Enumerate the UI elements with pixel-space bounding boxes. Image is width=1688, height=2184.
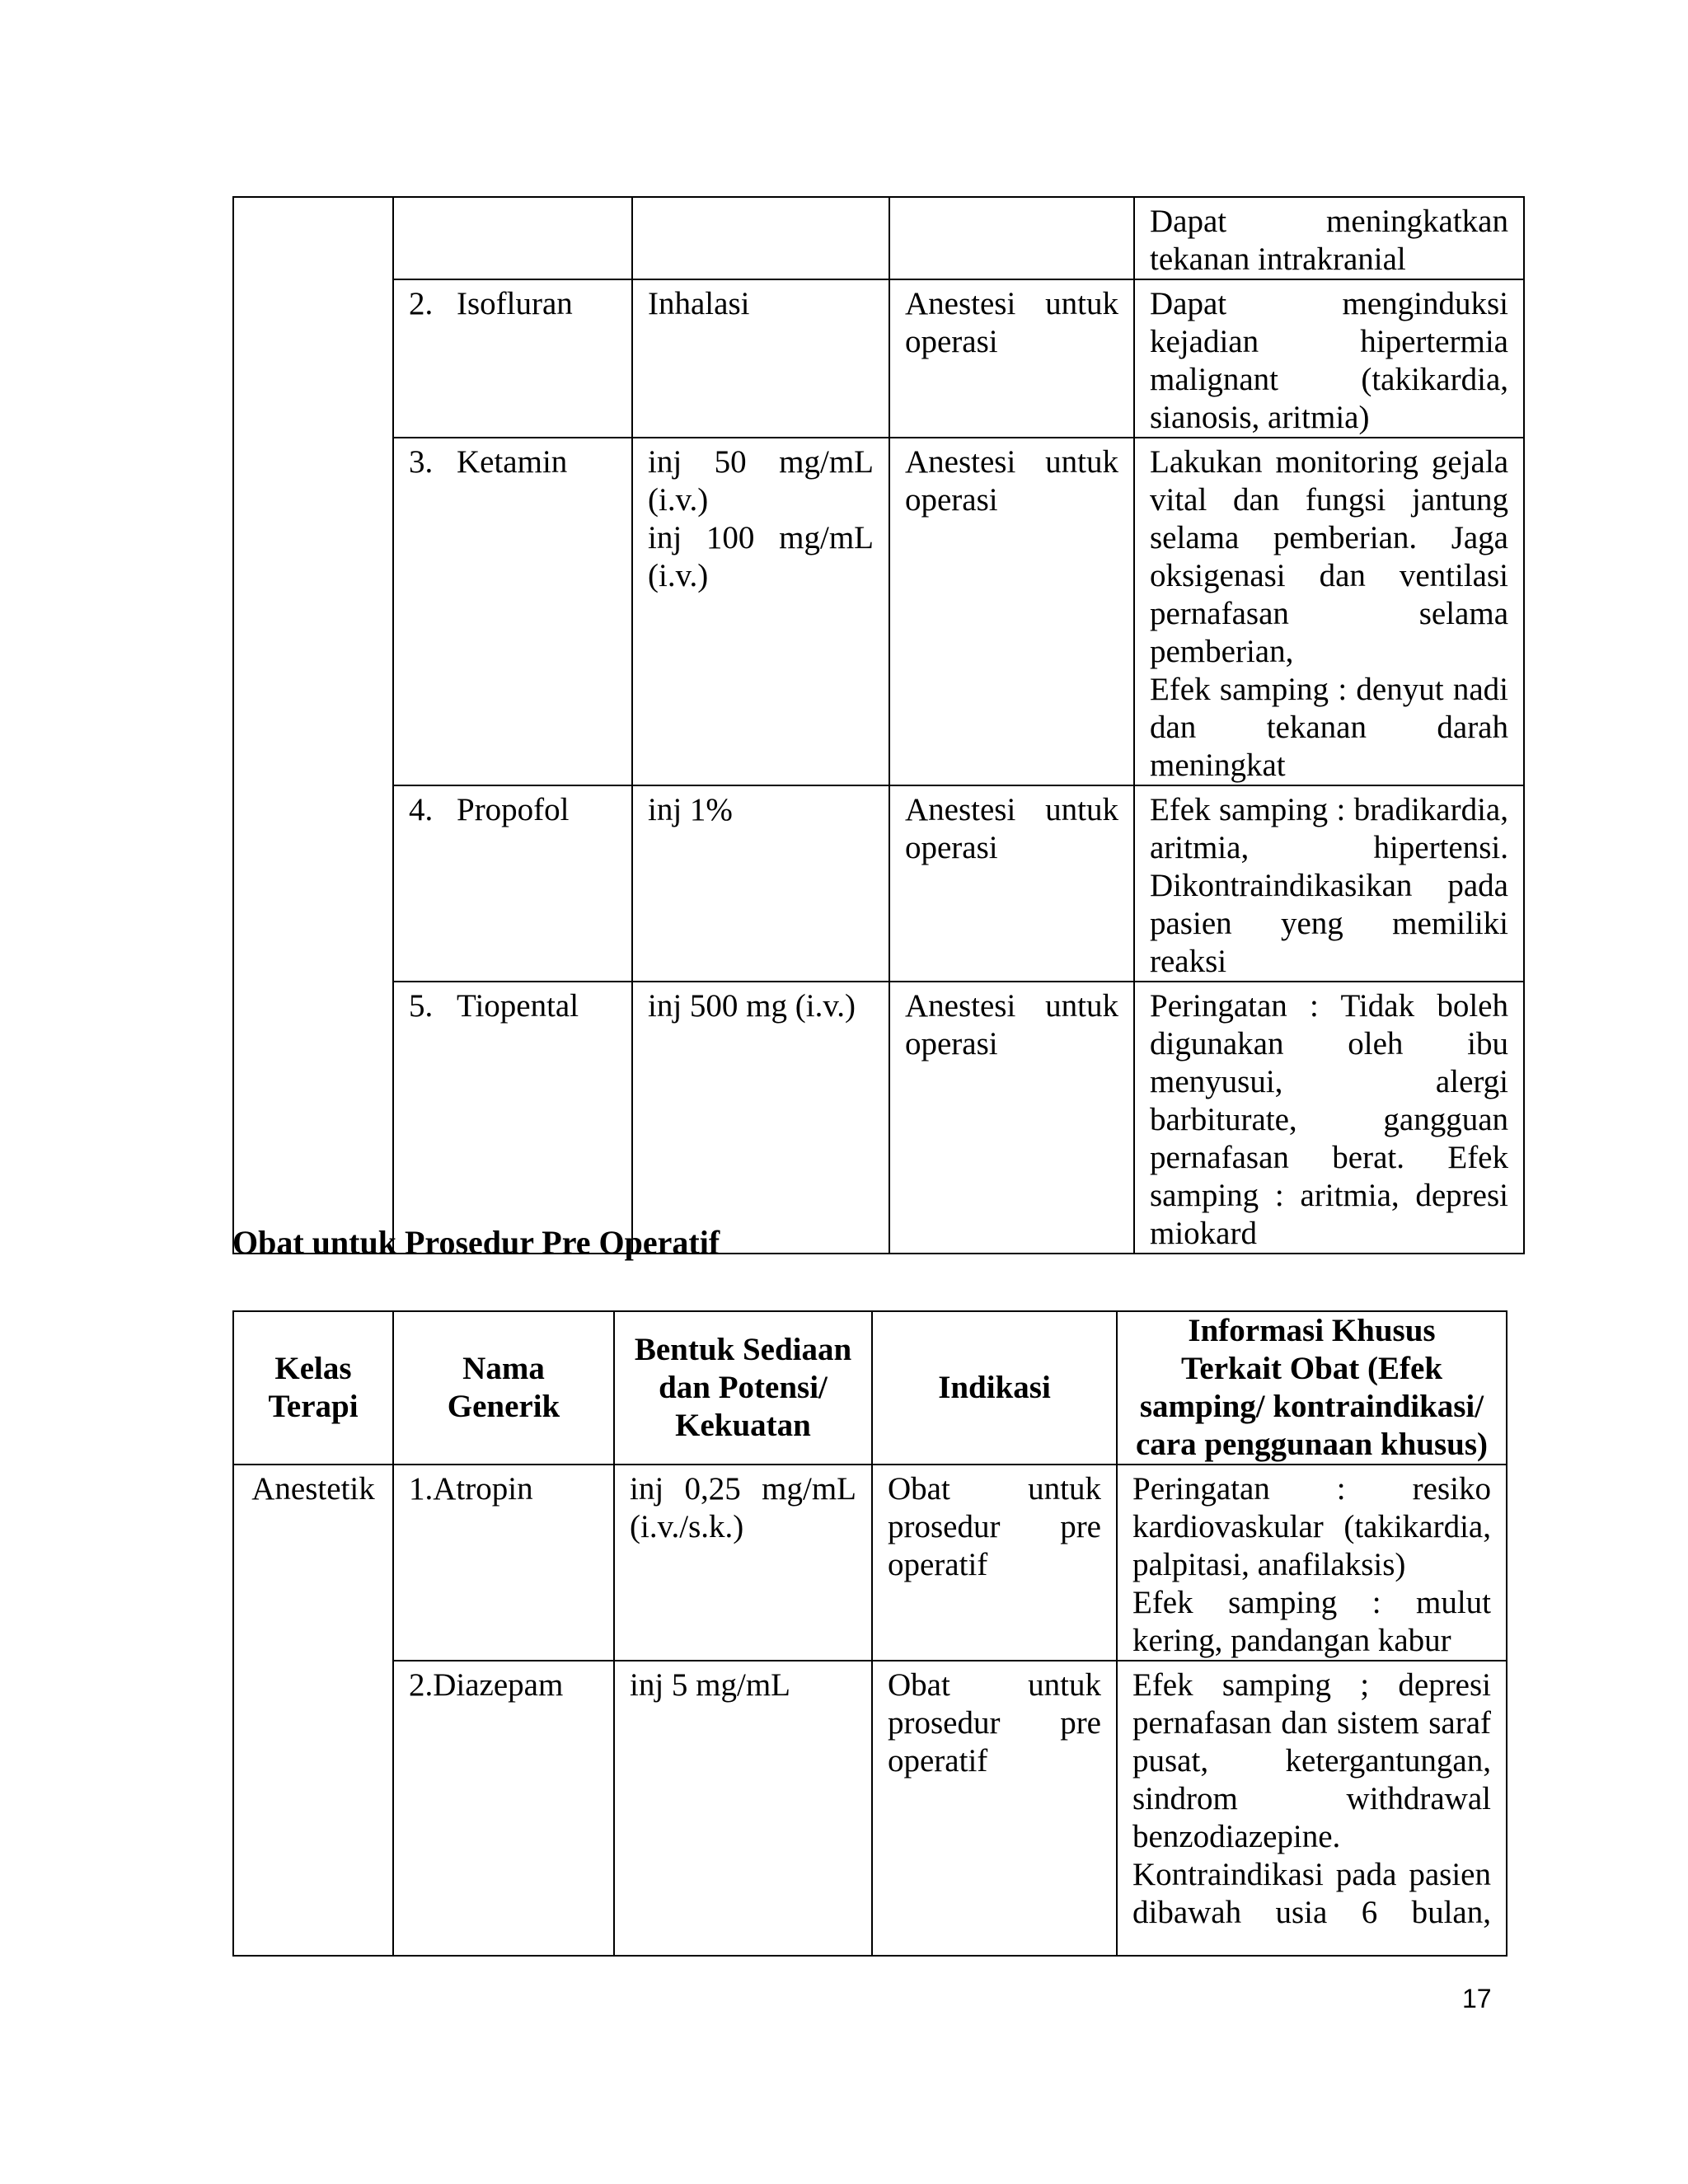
text-line: selama pemberian. Jaga — [1150, 520, 1508, 555]
text-line: digunakan oleh ibu — [1150, 1026, 1508, 1062]
column-header-informasi-khusus — [1117, 1311, 1507, 1465]
text-line: dibawah usia 6 bulan, — [1132, 1895, 1491, 1930]
text-line: barbiturate, gangguan — [1150, 1102, 1508, 1137]
text-line: kejadian hipertermia — [1150, 324, 1508, 359]
text-line: Inhalasi — [648, 286, 750, 321]
generic-name: Isofluran — [457, 286, 573, 321]
text-line: Anestesi untuk — [905, 444, 1118, 480]
table-cell — [393, 197, 632, 279]
dosage-cell — [632, 438, 889, 785]
text-line: Efek samping : mulut — [1132, 1585, 1491, 1620]
header-line: Terapi — [268, 1389, 359, 1424]
text-line: Dapat menginduksi — [1150, 286, 1508, 321]
text-line: dan tekanan darah — [1150, 710, 1508, 745]
dosage-cell — [632, 982, 889, 1254]
header-line: Nama — [462, 1351, 545, 1386]
text-line: sindrom withdrawal — [1132, 1781, 1491, 1816]
text-line: inj 500 mg (i.v.) — [648, 988, 856, 1024]
generic-name: Propofol — [457, 792, 570, 827]
text-line: samping : aritmia, depresi — [1150, 1178, 1508, 1213]
text-line: Obat untuk — [888, 1471, 1101, 1507]
info-cell — [1134, 785, 1524, 982]
text-line: tekanan intrakranial — [1150, 241, 1406, 277]
dosage-cell — [614, 1465, 872, 1661]
kelas-terapi-cell — [233, 197, 393, 1254]
info-cell — [1134, 197, 1524, 279]
table-row — [233, 982, 1524, 1254]
text-line: benzodiazepine. — [1132, 1819, 1341, 1854]
dosage-cell — [632, 279, 889, 438]
text-line: operasi — [905, 482, 998, 518]
table-cell — [889, 197, 1134, 279]
column-header-indikasi — [872, 1311, 1117, 1465]
header-line: Terkait Obat (Efek — [1180, 1351, 1443, 1386]
text-line: inj 1% — [648, 792, 733, 827]
generic-name-cell — [393, 982, 632, 1254]
indication-cell — [872, 1661, 1117, 1956]
text-line: Lakukan monitoring gejala — [1150, 444, 1508, 480]
header-line: samping/ kontraindikasi/ — [1139, 1389, 1484, 1424]
text-line: Anestesi untuk — [905, 792, 1118, 827]
info-cell — [1134, 438, 1524, 785]
text-line: sianosis, aritmia) — [1150, 400, 1370, 435]
generic-name-cell: 2.Diazepam — [393, 1661, 614, 1956]
generic-name-cell — [393, 785, 632, 982]
text-line: prosedur pre — [888, 1509, 1101, 1544]
text-line: aritmia, hipertensi. — [1150, 830, 1508, 865]
text-line: pernafasan berat. Efek — [1150, 1140, 1508, 1175]
text-line: inj 100 mg/mL — [648, 520, 874, 555]
text-line: pernafasan selama — [1150, 596, 1508, 631]
header-line: cara penggunaan khusus) — [1136, 1427, 1488, 1462]
text-line: pasien yeng memiliki reaksi — [1150, 906, 1508, 979]
text-line: inj 50 mg/mL — [648, 444, 874, 480]
text-line: operasi — [905, 1026, 998, 1062]
column-header-nama-generik — [393, 1311, 614, 1465]
header-line: Kelas — [274, 1351, 352, 1386]
drug-table-anesthetics-continued — [232, 196, 1525, 1254]
table-cell — [632, 197, 889, 279]
indication-cell — [889, 785, 1134, 982]
text-line: Efek samping ; depresi — [1132, 1667, 1491, 1703]
info-cell — [1134, 279, 1524, 438]
page-number: 17 — [1462, 1984, 1492, 2013]
generic-name: Ketamin — [457, 444, 568, 480]
item-number: 3. — [409, 444, 434, 480]
header-line: dan Potensi/ — [659, 1370, 828, 1405]
text-line: meningkat — [1150, 748, 1286, 783]
indication-cell — [889, 438, 1134, 785]
text-line: miokard — [1150, 1216, 1257, 1251]
text-line: Efek samping : bradikardia, — [1150, 792, 1508, 827]
text-line: malignant (takikardia, — [1150, 362, 1508, 397]
text-line: (i.v.) — [648, 558, 709, 593]
table-header-row — [233, 1311, 1507, 1465]
text-line: operasi — [905, 830, 998, 865]
generic-name-cell — [393, 438, 632, 785]
text-line: Dapat meningkatkan — [1150, 204, 1508, 239]
text-line: (i.v./s.k.) — [630, 1509, 744, 1544]
text-line: operatif — [888, 1743, 988, 1779]
text-line: Efek samping : denyut nadi — [1150, 672, 1508, 707]
indication-cell — [872, 1465, 1117, 1661]
text-line: kering, pandangan kabur — [1132, 1623, 1451, 1658]
text-line: prosedur pre — [888, 1705, 1101, 1741]
header-line: Bentuk Sediaan — [634, 1332, 852, 1367]
text-line: Peringatan : resiko — [1132, 1471, 1491, 1507]
indication-cell — [889, 279, 1134, 438]
header-line: Indikasi — [938, 1370, 1051, 1405]
section-heading: Obat untuk Prosedur Pre Operatif — [232, 1224, 720, 1261]
text-line: Anestesi untuk — [905, 988, 1118, 1024]
text-line: oksigenasi dan ventilasi — [1150, 558, 1508, 593]
generic-name: Tiopental — [457, 988, 579, 1024]
text-line: inj 0,25 mg/mL — [630, 1471, 856, 1507]
table-row — [233, 1465, 1507, 1661]
info-cell — [1117, 1465, 1507, 1661]
table-row — [233, 438, 1524, 785]
text-line: palpitasi, anafilaksis) — [1132, 1547, 1406, 1582]
item-number: 5. — [409, 988, 434, 1024]
column-header-kelas-terapi — [233, 1311, 393, 1465]
item-number: 4. — [409, 792, 434, 827]
table-row — [233, 197, 1524, 279]
text-line: pusat, ketergantungan, — [1132, 1743, 1491, 1779]
column-header-bentuk-sediaan — [614, 1311, 872, 1465]
header-line: Generik — [447, 1389, 560, 1424]
text-line: Peringatan : Tidak boleh — [1150, 988, 1508, 1024]
text-line: pemberian, — [1150, 634, 1294, 669]
indication-cell — [889, 982, 1134, 1254]
text-line: Obat untuk — [888, 1667, 1101, 1703]
table-row — [233, 1661, 1507, 1956]
generic-name-cell: 1.Atropin — [393, 1465, 614, 1661]
kelas-terapi-cell: Anestetik — [233, 1465, 393, 1956]
text-line: (i.v.) — [648, 482, 709, 518]
info-cell — [1117, 1661, 1507, 1956]
table-row — [233, 279, 1524, 438]
dosage-cell — [632, 785, 889, 982]
drug-table-pre-operative — [232, 1310, 1507, 1957]
info-cell — [1134, 982, 1524, 1254]
text-line: Kontraindikasi pada pasien — [1132, 1857, 1491, 1892]
text-line: Dikontraindikasikan pada — [1150, 868, 1508, 903]
text-line: kardiovaskular (takikardia, — [1132, 1509, 1491, 1544]
header-line: Informasi Khusus — [1188, 1313, 1436, 1348]
text-line: pernafasan dan sistem saraf — [1132, 1705, 1491, 1741]
text-line: vital dan fungsi jantung — [1150, 482, 1508, 518]
text-line: menyusui, alergi — [1150, 1064, 1508, 1099]
item-number: 2. — [409, 286, 434, 321]
header-line: Kekuatan — [675, 1408, 811, 1443]
text-line: operatif — [888, 1547, 988, 1582]
dosage-cell — [614, 1661, 872, 1956]
text-line: inj 5 mg/mL — [630, 1667, 790, 1703]
table-row — [233, 785, 1524, 982]
text-line: operasi — [905, 324, 998, 359]
text-line: Anestesi untuk — [905, 286, 1118, 321]
generic-name-cell — [393, 279, 632, 438]
